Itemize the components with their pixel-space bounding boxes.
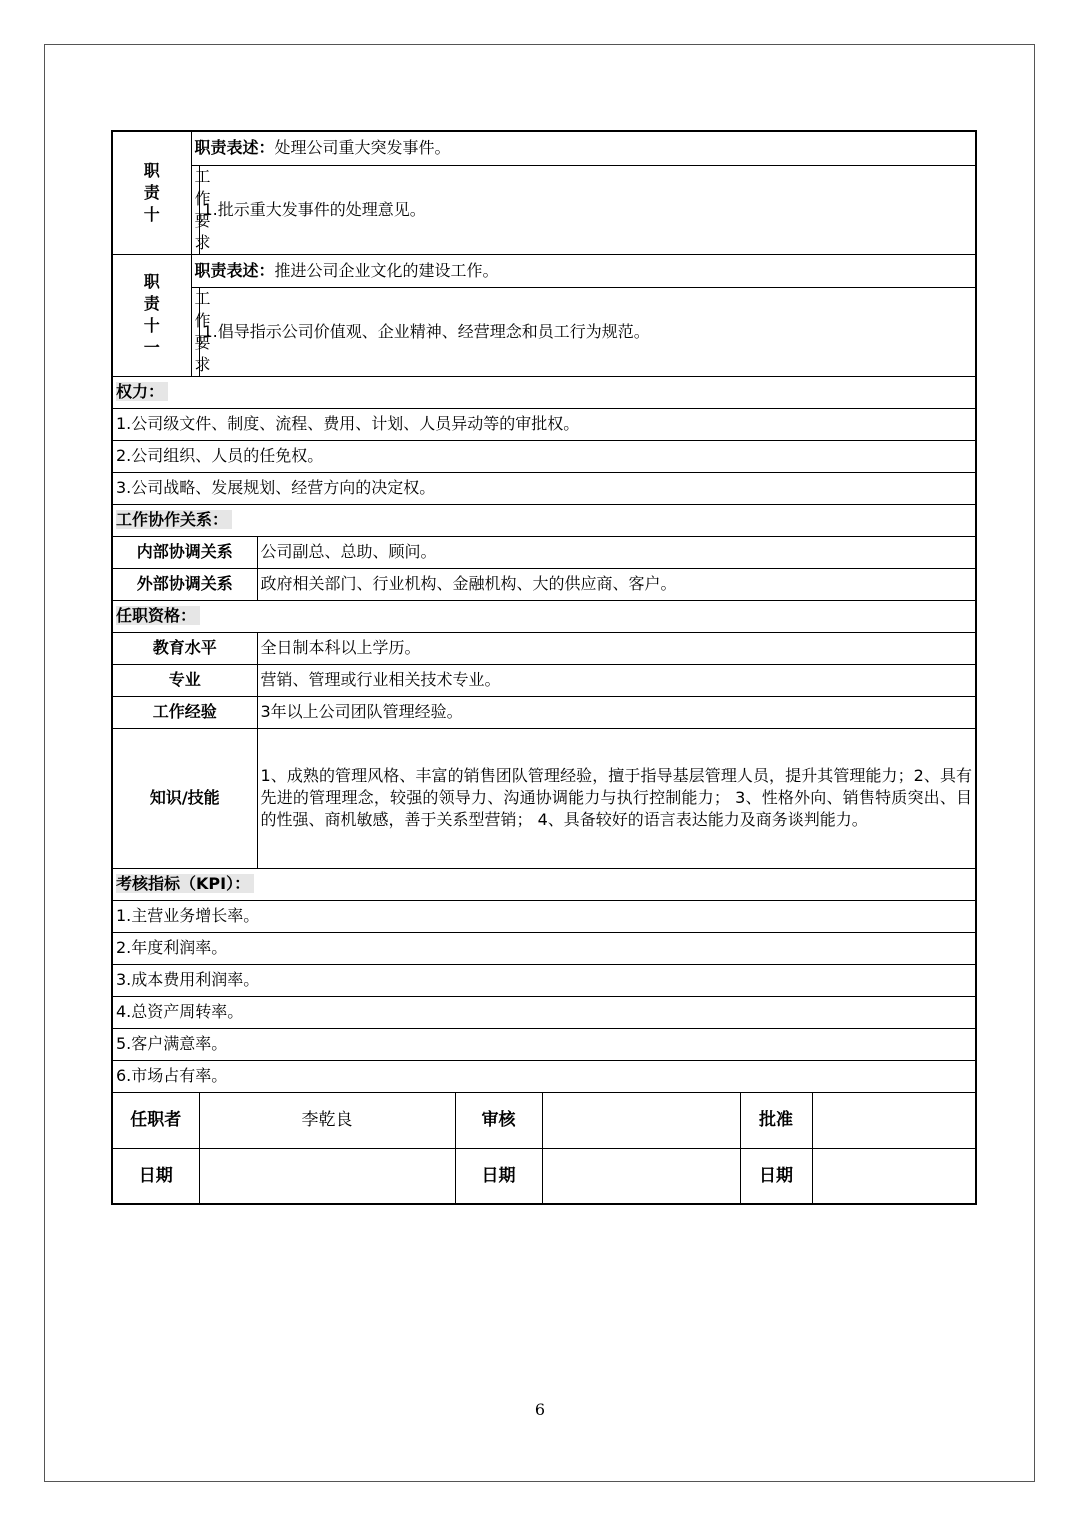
qualifications-title: 任职资格：: [112, 600, 976, 632]
skills-label: 知识/技能: [112, 728, 257, 868]
kpi-item: 6.市场占有率。: [112, 1060, 976, 1092]
experience-row: [112, 696, 976, 728]
kpi-item: 4.总资产周转率。: [112, 996, 976, 1028]
duty-11-req-label: 工作 要求: [191, 287, 199, 376]
external-relations-row: [112, 568, 976, 600]
experience-value: 3年以上公司团队管理经验。: [257, 696, 976, 728]
duty-11-req: 1.倡导指示公司价值观、企业精神、经营理念和员工行为规范。: [199, 287, 976, 376]
kpi-title: 考核指标（KPI）：: [112, 868, 976, 900]
approve-label: 批准: [740, 1092, 812, 1148]
external-relations-label: 外部协调关系: [112, 568, 257, 600]
kpi-item: 2.年度利润率。: [112, 932, 976, 964]
authority-item: 1.公司级文件、制度、流程、费用、计划、人员异动等的审批权。: [112, 408, 976, 440]
relations-title-row: [112, 504, 976, 536]
authority-title-row: [112, 376, 976, 408]
date-value-3[interactable]: [812, 1148, 976, 1204]
holder-value: 李乾良: [199, 1092, 455, 1148]
major-row: [112, 664, 976, 696]
internal-relations-row: [112, 536, 976, 568]
date-row: [112, 1148, 976, 1204]
duty-10-label: 职 责 十: [112, 131, 191, 254]
skills-row: [112, 728, 976, 868]
duty-10-req-label: 工作 要求: [191, 165, 199, 254]
duty-10-desc: 职责表述：处理公司重大突发事件。: [191, 131, 976, 165]
duty-11-label: 职 责 十 一: [112, 254, 191, 376]
approve-value[interactable]: [812, 1092, 976, 1148]
authority-title: 权力：: [112, 376, 976, 408]
authority-item: 3.公司战略、发展规划、经营方向的决定权。: [112, 472, 976, 504]
date-value-2[interactable]: [542, 1148, 740, 1204]
duty-11-desc: 职责表述：推进公司企业文化的建设工作。: [191, 254, 976, 287]
kpi-title-row: [112, 868, 976, 900]
kpi-item: 5.客户满意率。: [112, 1028, 976, 1060]
skills-value: 1、成熟的管理风格、丰富的销售团队管理经验，擅于指导基层管理人员，提升其管理能力；2、具有先进的管理理念，较强的领导力、沟通协调能力与执行控制能力； 3、性格外向、销售特质突出、目的性强、商机敏感，善于关系型营销； 4、具备较好的语言表达能力及商务谈判能力。: [257, 728, 976, 868]
kpi-item: 1.主营业务增长率。: [112, 900, 976, 932]
internal-relations-value: 公司副总、总助、顾问。: [257, 536, 976, 568]
duty-10-desc-row: [112, 131, 976, 165]
review-value[interactable]: [542, 1092, 740, 1148]
signature-row: [112, 1092, 976, 1148]
authority-item: 2.公司组织、人员的任免权。: [112, 440, 976, 472]
education-row: [112, 632, 976, 664]
kpi-item: 3.成本费用利润率。: [112, 964, 976, 996]
date-label-2: 日期: [455, 1148, 542, 1204]
job-description-table: [111, 130, 977, 1205]
page-number: 6: [534, 1400, 546, 1419]
external-relations-value: 政府相关部门、行业机构、金融机构、大的供应商、客户。: [257, 568, 976, 600]
major-value: 营销、管理或行业相关技术专业。: [257, 664, 976, 696]
education-value: 全日制本科以上学历。: [257, 632, 976, 664]
duty-10-req-row: [112, 165, 976, 254]
qualifications-title-row: [112, 600, 976, 632]
review-label: 审核: [455, 1092, 542, 1148]
date-label-3: 日期: [740, 1148, 812, 1204]
duty-11-desc-row: [112, 254, 976, 287]
education-label: 教育水平: [112, 632, 257, 664]
date-value-1[interactable]: [199, 1148, 455, 1204]
duty-10-req: 1.批示重大发事件的处理意见。: [199, 165, 976, 254]
relations-title: 工作协作关系：: [112, 504, 976, 536]
internal-relations-label: 内部协调关系: [112, 536, 257, 568]
duty-11-req-row: [112, 287, 976, 376]
date-label-1: 日期: [112, 1148, 199, 1204]
holder-label: 任职者: [112, 1092, 199, 1148]
experience-label: 工作经验: [112, 696, 257, 728]
major-label: 专业: [112, 664, 257, 696]
